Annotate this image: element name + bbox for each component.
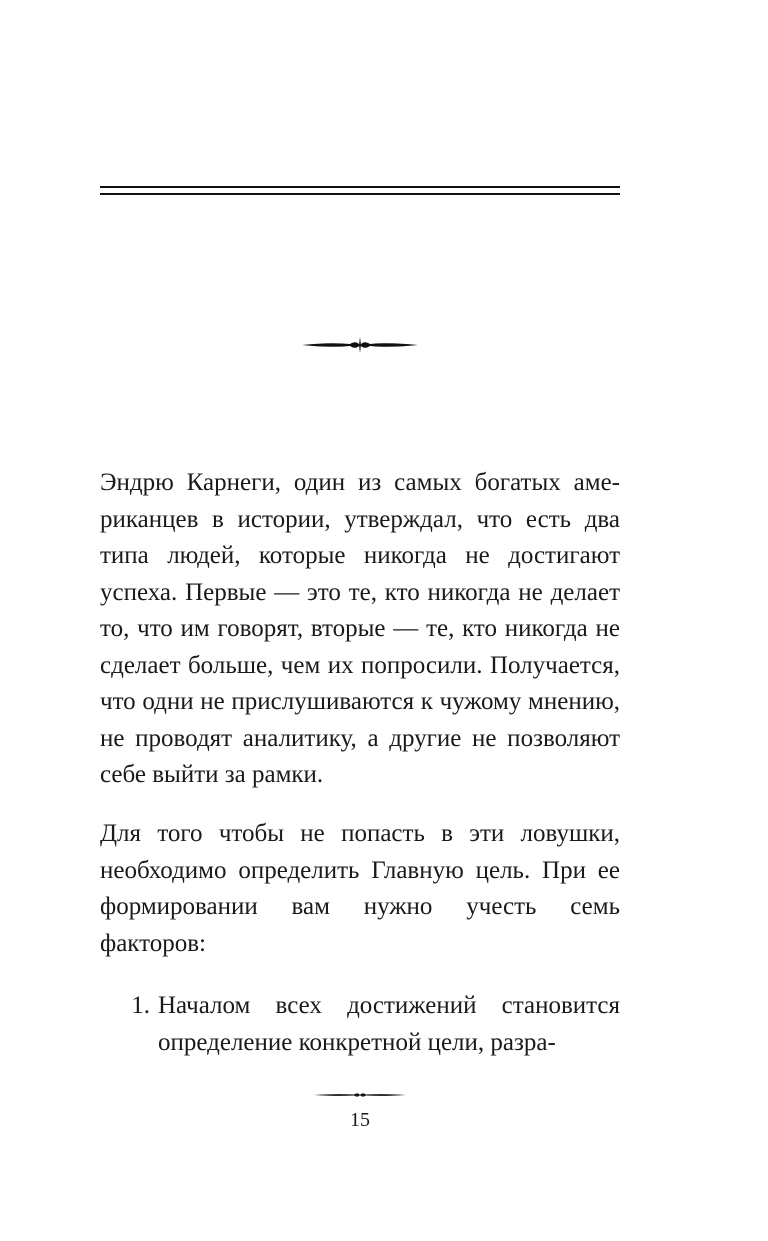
list-item bbox=[100, 988, 620, 1061]
factor-list bbox=[100, 988, 620, 1061]
fleuron-divider-icon bbox=[300, 336, 420, 354]
page-number: 15 bbox=[350, 1109, 370, 1131]
header-rule-bottom bbox=[100, 193, 620, 195]
paragraph-1: Эндрю Карнеги, один из самых богатых американцев в истории, утверждал, что есть два типа людей, которые никогда не достигают успеха. Первые — это те, кто никогда не делает то, что им говорят, вторые — те, кто никогда не сделает больше, чем их попросили. Получается, что одни не прислушиваются к чужому мнению, не проводят аналитику, а другие не позволяют себе выйти за рамки. bbox=[100, 469, 620, 788]
header-rule-top bbox=[100, 186, 620, 188]
list-item-number: 1. bbox=[131, 992, 150, 1019]
paragraph-2: Для того чтобы не попасть в эти ловушки, необходимо определить Главную цель. При ее формировании вам нужно учесть семь факторов: bbox=[100, 820, 620, 957]
list-item-text: Началом всех достижений становится определение конкретной цели, разра- bbox=[158, 992, 620, 1056]
footer-ornament-icon bbox=[312, 1090, 408, 1100]
